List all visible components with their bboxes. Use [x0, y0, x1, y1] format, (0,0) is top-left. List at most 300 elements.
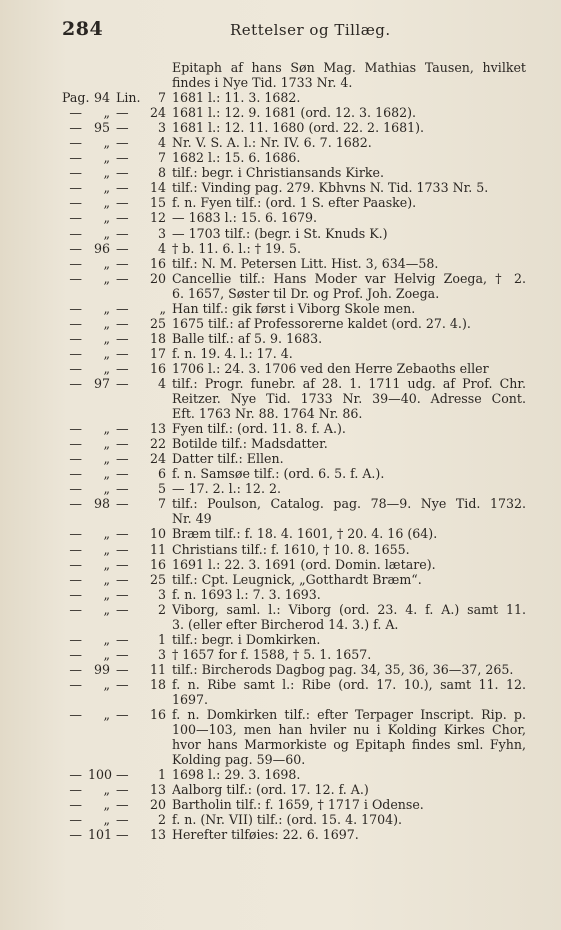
correction-entry [62, 466, 526, 481]
entry-line-number: 16 [149, 360, 166, 376]
entry-page-label: — [69, 360, 82, 376]
entry-line-label: — [116, 315, 129, 331]
entry-text [172, 587, 526, 602]
entry-line-number: 7 [157, 496, 166, 512]
entry-page-label: — [69, 225, 82, 241]
entry-line-number: 3 [157, 225, 166, 241]
entry-page-number: „ [103, 556, 110, 572]
entry-text-line: Epitaph af hans Søn Mag. Mathias Tausen, hvilket [172, 60, 526, 75]
entry-page-number: „ [103, 315, 110, 331]
entry-text-line: 1698 l.: 29. 3. 1698. [172, 767, 301, 783]
entry-line-label: — [116, 782, 129, 798]
entry-page-number: „ [103, 180, 110, 196]
entry-text [172, 120, 526, 135]
entry-page-number: „ [103, 586, 110, 602]
entry-page-label: — [69, 451, 82, 467]
correction-entry [62, 105, 526, 120]
entry-line-number: 14 [149, 180, 166, 196]
entry-page-label: — [69, 330, 82, 346]
entry-text [172, 346, 526, 361]
page-header [62, 18, 522, 40]
entry-line-number: 4 [157, 240, 166, 256]
entry-text-line: — 1683 l.: 15. 6. 1679. [172, 210, 318, 226]
entry-line-number: 22 [149, 436, 166, 452]
entry-line-label: — [116, 240, 129, 256]
entry-text-line: Fyen tilf.: (ord. 11. 8. f. A.). [172, 421, 346, 437]
entry-page-label: — [69, 812, 82, 828]
entry-page-number: „ [103, 526, 110, 542]
entry-page-number: „ [103, 210, 110, 226]
entry-text [172, 812, 526, 827]
entry-text-line: 1706 l.: 24. 3. 1706 ved den Herre Zebaoths eller [172, 360, 489, 376]
correction-entry [62, 226, 526, 241]
entry-line-number: 7 [157, 150, 166, 166]
correction-entry [62, 195, 526, 210]
entry-text-line: tilf.: N. M. Petersen Litt. Hist. 3, 634—58. [172, 255, 439, 271]
correction-entry [62, 496, 526, 526]
entry-text [172, 165, 526, 180]
entry-page-number: 97 [93, 375, 110, 391]
correction-entry [62, 797, 526, 812]
entry-line-number: 10 [149, 526, 166, 542]
entry-page-number: „ [103, 421, 110, 437]
entry-page-label: — [69, 496, 82, 512]
entry-page-label: — [69, 631, 82, 647]
entry-page-number: 96 [93, 240, 110, 256]
entry-text [172, 797, 526, 812]
entry-line-number: 3 [157, 586, 166, 602]
entry-page-number: „ [103, 165, 110, 181]
entry-page-number: „ [103, 345, 110, 361]
correction-entry [62, 662, 526, 677]
entry-line-label: — [116, 827, 129, 843]
entry-page-label: — [69, 345, 82, 361]
entry-page-number: 98 [93, 496, 110, 512]
entry-text [172, 150, 526, 165]
entry-page-number: 101 [88, 827, 113, 843]
entry-line-label: — [116, 586, 129, 602]
entry-line-number: 1 [157, 767, 166, 783]
correction-entry [62, 557, 526, 572]
entry-page-label: — [69, 105, 82, 121]
entry-line-number: 16 [149, 707, 166, 723]
entry-page-number: „ [103, 571, 110, 587]
entry-line-label: — [116, 360, 129, 376]
entry-line-label: — [116, 526, 129, 542]
correction-entry [62, 271, 526, 301]
entry-line-number: 13 [149, 421, 166, 437]
correction-entry [62, 647, 526, 662]
correction-entry [62, 481, 526, 496]
correction-entry [62, 60, 526, 90]
entry-text-line: Nr. 49 [172, 511, 212, 527]
entry-page-number: „ [103, 225, 110, 241]
entry-text [172, 421, 526, 436]
entry-page-label: — [69, 646, 82, 662]
entry-text [172, 632, 526, 647]
entry-line-label: — [116, 676, 129, 692]
entry-page-label: — [69, 526, 82, 542]
entry-page-number: „ [103, 360, 110, 376]
entry-line-number: 24 [149, 105, 166, 121]
entry-line-label: — [116, 270, 129, 286]
correction-entry [62, 210, 526, 225]
correction-entry [62, 812, 526, 827]
entry-page-number: „ [103, 812, 110, 828]
entry-text [172, 361, 526, 376]
entry-text [172, 827, 526, 842]
entry-text [172, 331, 526, 346]
entry-text-line: tilf.: Bircherods Dagbog pag. 34, 35, 36, 36—37, 265. [172, 661, 514, 677]
entry-line-label: — [116, 165, 129, 181]
correction-entry [62, 316, 526, 331]
entry-text-line: Bartholin tilf.: f. 1659, † 1717 i Odense. [172, 797, 424, 813]
entry-line-label: — [116, 466, 129, 482]
entry-page-label: — [69, 571, 82, 587]
entry-page-number: „ [103, 150, 110, 166]
entry-line-label: — [116, 812, 129, 828]
entry-page-label: — [69, 120, 82, 136]
correction-entry [62, 301, 526, 316]
entry-page-label: — [69, 782, 82, 798]
entry-page-number: „ [103, 481, 110, 497]
entry-text-line: Datter tilf.: Ellen. [172, 451, 284, 467]
entry-text [172, 316, 526, 331]
correction-entry [62, 602, 526, 632]
entry-text [172, 195, 526, 210]
entry-text [172, 241, 526, 256]
correction-entry [62, 526, 526, 541]
entry-page-number: „ [103, 676, 110, 692]
entry-line-label: — [116, 707, 129, 723]
entry-page-label: — [69, 315, 82, 331]
entry-text [172, 376, 526, 421]
entry-line-label: — [116, 601, 129, 617]
entry-line-label: — [116, 496, 129, 512]
entry-text [172, 271, 526, 301]
entry-line-label: — [116, 120, 129, 136]
correction-entry [62, 256, 526, 271]
entry-line-number: 16 [149, 556, 166, 572]
entry-text-line: 1681 l.: 11. 3. 1682. [172, 90, 301, 106]
entry-page-label: — [69, 797, 82, 813]
entry-line-label: — [116, 646, 129, 662]
entry-text-line: hvor hans Marmorkiste og Epitaph findes sml. Fyhn, [172, 737, 526, 753]
entry-line-number: 7 [157, 90, 166, 106]
entry-line-number: 20 [149, 797, 166, 813]
entry-line-label: — [116, 300, 129, 316]
entry-text [172, 677, 526, 707]
correction-entry [62, 120, 526, 135]
entry-page-label: — [69, 135, 82, 151]
correction-entry [62, 421, 526, 436]
entry-text-line: Herefter tilføies: 22. 6. 1697. [172, 827, 359, 843]
entry-line-label: — [116, 345, 129, 361]
entry-page-number: „ [103, 105, 110, 121]
entry-text [172, 481, 526, 496]
entry-line-number: 16 [149, 255, 166, 271]
entry-text-line: 100—103, men han hviler nu i Kolding Kirkes Chor, [172, 722, 526, 738]
entry-line-label: — [116, 481, 129, 497]
entry-text [172, 210, 526, 225]
page-number: 284 [62, 18, 104, 40]
entry-text-line: Eft. 1763 Nr. 88. 1764 Nr. 86. [172, 406, 363, 422]
entry-line-number: 25 [149, 571, 166, 587]
entry-text [172, 60, 526, 90]
correction-entry [62, 707, 526, 767]
entry-text [172, 135, 526, 150]
entry-text-line: — 17. 2. l.: 12. 2. [172, 481, 281, 497]
correction-entry [62, 376, 526, 421]
entry-page-label: — [69, 707, 82, 723]
entry-page-number: „ [103, 255, 110, 271]
entry-page-number: „ [103, 270, 110, 286]
entry-line-number: 13 [149, 782, 166, 798]
entry-line-number: „ [159, 300, 166, 316]
entry-page-number: 94 [93, 90, 110, 106]
entry-text [172, 572, 526, 587]
entry-page-label: — [69, 481, 82, 497]
entry-page-number: „ [103, 646, 110, 662]
entry-line-label: — [116, 210, 129, 226]
entry-text-line: tilf.: Cpt. Leugnick, „Gotthardt Bræm“. [172, 571, 422, 587]
entry-text [172, 707, 526, 767]
entry-text-line: † 1657 for f. 1588, † 5. 1. 1657. [172, 646, 372, 662]
entry-page-number: „ [103, 466, 110, 482]
entry-page-label: — [69, 556, 82, 572]
entry-text-line: 1681 l.: 12. 11. 1680 (ord. 22. 2. 1681). [172, 120, 425, 136]
entry-text-line: Botilde tilf.: Madsdatter. [172, 436, 328, 452]
entry-line-label: — [116, 150, 129, 166]
entry-text-line: f. n. 1693 l.: 7. 3. 1693. [172, 586, 321, 602]
entry-page-number: „ [103, 195, 110, 211]
entry-page-label: — [69, 240, 82, 256]
entry-text-line: Cancellie tilf.: Hans Moder var Helvig Zoega, † 2. [172, 270, 526, 286]
entry-text [172, 602, 526, 632]
entry-text-line: Aalborg tilf.: (ord. 17. 12. f. A.) [172, 782, 369, 798]
correction-entry [62, 331, 526, 346]
correction-entry [62, 827, 526, 842]
entry-text [172, 256, 526, 271]
entry-line-label: — [116, 195, 129, 211]
entry-line-label: — [116, 661, 129, 677]
entry-line-number: 25 [149, 315, 166, 331]
entry-page-number: „ [103, 300, 110, 316]
entry-text-line: f. n. Fyen tilf.: (ord. 1 S. efter Paaske). [172, 195, 417, 211]
entry-page-label: — [69, 586, 82, 602]
entry-page-label [62, 60, 88, 90]
entry-line-number: 11 [149, 541, 166, 557]
entry-line-label: — [116, 375, 129, 391]
correction-entry [62, 180, 526, 195]
entry-page-number: 99 [93, 661, 110, 677]
entry-text [172, 557, 526, 572]
entry-page-label: — [69, 195, 82, 211]
entry-line-label [116, 60, 144, 90]
entry-line-number: 4 [157, 135, 166, 151]
entry-text [172, 647, 526, 662]
entry-line-label: — [116, 767, 129, 783]
entry-line-number: 1 [157, 631, 166, 647]
entry-text-line: 3. (eller efter Bircherod 14. 3.) f. A. [172, 616, 399, 632]
entry-text-line: — 1703 tilf.: (begr. i St. Knuds K.) [172, 225, 388, 241]
entry-line-label: — [116, 135, 129, 151]
entry-line-label: — [116, 255, 129, 271]
entry-line-label: — [116, 105, 129, 121]
entry-line-number: 13 [149, 827, 166, 843]
corrections-list [62, 60, 526, 842]
entry-line-label: — [116, 225, 129, 241]
entry-text [172, 451, 526, 466]
entry-line-number: 6 [157, 466, 166, 482]
entry-page-label: — [69, 180, 82, 196]
entry-page-label: — [69, 767, 82, 783]
entry-text [172, 466, 526, 481]
correction-entry [62, 677, 526, 707]
entry-line-label: — [116, 421, 129, 437]
entry-text-line: findes i Nye Tid. 1733 Nr. 4. [172, 75, 353, 91]
entry-page-label: — [69, 165, 82, 181]
entry-page-label: — [69, 541, 82, 557]
correction-entry [62, 782, 526, 797]
entry-text [172, 662, 526, 677]
entry-page-label: — [69, 827, 82, 843]
entry-text [172, 436, 526, 451]
entry-text-line: f. n. (Nr. VII) tilf.: (ord. 15. 4. 1704). [172, 812, 403, 828]
entry-line-number: 24 [149, 451, 166, 467]
entry-text [172, 90, 526, 105]
correction-entry [62, 361, 526, 376]
entry-text [172, 526, 526, 541]
entry-text-line: Balle tilf.: af 5. 9. 1683. [172, 330, 323, 346]
entry-page-label: — [69, 436, 82, 452]
entry-line-number: 17 [149, 345, 166, 361]
entry-text [172, 180, 526, 195]
entry-page-label: — [69, 661, 82, 677]
entry-text-line: Reitzer. Nye Tid. 1733 Nr. 39—40. Adresse Cont. [172, 391, 526, 407]
entry-text [172, 496, 526, 526]
correction-entry [62, 346, 526, 361]
correction-entry [62, 587, 526, 602]
correction-entry [62, 767, 526, 782]
entry-text-line: † b. 11. 6. l.: † 19. 5. [172, 240, 302, 256]
entry-page-label: — [69, 601, 82, 617]
entry-line-number: 3 [157, 646, 166, 662]
entry-text-line: tilf.: Vinding pag. 279. Kbhvns N. Tid. 1733 Nr. 5. [172, 180, 489, 196]
entry-line-label: — [116, 436, 129, 452]
correction-entry [62, 165, 526, 180]
correction-entry [62, 150, 526, 165]
running-title: Rettelser og Tillæg. [230, 21, 391, 39]
entry-text-line: 6. 1657, Søster til Dr. og Prof. Joh. Zoega. [172, 285, 440, 301]
entry-page-number: „ [103, 541, 110, 557]
entry-line-number: 12 [149, 210, 166, 226]
entry-page-number: „ [103, 135, 110, 151]
entry-text-line: 1691 l.: 22. 3. 1691 (ord. Domin. lætare). [172, 556, 436, 572]
entry-page-label: — [69, 421, 82, 437]
entry-page-label: — [69, 375, 82, 391]
entry-line-label: — [116, 451, 129, 467]
entry-text [172, 301, 526, 316]
entry-text-line: f. n. Domkirken tilf.: efter Terpager Inscript. Rip. p. [172, 707, 526, 723]
entry-page-number: „ [103, 451, 110, 467]
entry-line-number: 8 [157, 165, 166, 181]
entry-page-label: — [69, 255, 82, 271]
entry-line-number: 15 [149, 195, 166, 211]
entry-line-label: — [116, 631, 129, 647]
entry-line-label: — [116, 180, 129, 196]
entry-line-number: 18 [149, 330, 166, 346]
entry-text-line: f. n. Ribe samt l.: Ribe (ord. 17. 10.), samt 11. 12. [172, 676, 526, 692]
entry-line-number: 20 [149, 270, 166, 286]
entry-line-number: 3 [157, 120, 166, 136]
entry-line-number: 2 [157, 601, 166, 617]
entry-text-line: f. n. 19. 4. l.: 17. 4. [172, 345, 293, 361]
entry-line-number: 18 [149, 676, 166, 692]
entry-text-line: tilf.: Progr. funebr. af 28. 1. 1711 udg. af Prof. Chr. [172, 375, 526, 391]
correction-entry [62, 90, 526, 105]
entry-text-line: 1675 tilf.: af Professorerne kaldet (ord. 27. 4.). [172, 315, 471, 331]
entry-page-label: — [69, 300, 82, 316]
entry-text [172, 782, 526, 797]
entry-text-line: Han tilf.: gik først i Viborg Skole men. [172, 300, 416, 316]
entry-line-number: 5 [157, 481, 166, 497]
entry-page-number: „ [103, 707, 110, 723]
entry-line-label: — [116, 571, 129, 587]
entry-text-line: Bræm tilf.: f. 18. 4. 1601, † 20. 4. 16 (64). [172, 526, 438, 542]
entry-line-number [144, 60, 172, 90]
entry-line-number: 2 [157, 812, 166, 828]
entry-line-label: — [116, 541, 129, 557]
correction-entry [62, 436, 526, 451]
entry-page-label: — [69, 676, 82, 692]
entry-line-number: 11 [149, 661, 166, 677]
entry-text [172, 542, 526, 557]
entry-page-label: — [69, 150, 82, 166]
entry-page-number: „ [103, 631, 110, 647]
entry-text-line: Nr. V. S. A. l.: Nr. IV. 6. 7. 1682. [172, 135, 372, 151]
entry-text [172, 105, 526, 120]
entry-line-label: Lin. [116, 90, 141, 106]
entry-line-label: — [116, 330, 129, 346]
entry-line-number: 4 [157, 375, 166, 391]
entry-page-number [88, 60, 116, 90]
entry-text [172, 767, 526, 782]
entry-text-line: f. n. Samsøe tilf.: (ord. 6. 5. f. A.). [172, 466, 385, 482]
correction-entry [62, 241, 526, 256]
entry-text [172, 226, 526, 241]
correction-entry [62, 572, 526, 587]
entry-text-line: tilf.: begr. i Domkirken. [172, 631, 321, 647]
correction-entry [62, 135, 526, 150]
correction-entry [62, 542, 526, 557]
correction-entry [62, 451, 526, 466]
entry-page-label: — [69, 210, 82, 226]
entry-page-number: 100 [88, 767, 113, 783]
entry-text-line: Viborg, saml. l.: Viborg (ord. 23. 4. f. A.) samt 11. [172, 601, 526, 617]
entry-line-label: — [116, 556, 129, 572]
entry-page-label: — [69, 270, 82, 286]
entry-page-number: „ [103, 782, 110, 798]
entry-page-number: „ [103, 436, 110, 452]
entry-page-number: 95 [93, 120, 110, 136]
entry-page-label: Pag. [62, 90, 90, 106]
entry-text-line: tilf.: Poulson, Catalog. pag. 78—9. Nye Tid. 1732. [172, 496, 526, 512]
entry-page-number: „ [103, 330, 110, 346]
entry-text-line: Kolding pag. 59—60. [172, 752, 306, 768]
entry-text-line: tilf.: begr. i Christiansands Kirke. [172, 165, 384, 181]
entry-line-label: — [116, 797, 129, 813]
